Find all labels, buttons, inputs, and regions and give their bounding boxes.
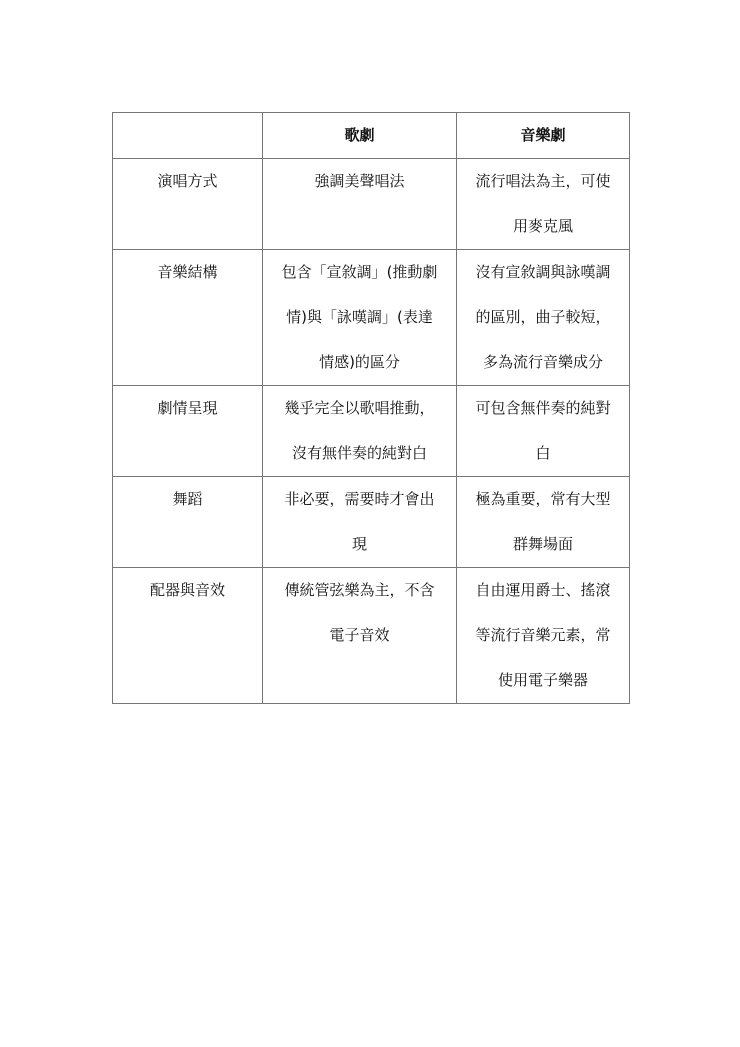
musical-cell [457,477,630,568]
table-row [113,477,630,568]
opera-cell [263,250,457,386]
cell-line: 幾乎完全以歌唱推動， [284,399,435,417]
cell-line: 情)與「詠嘆調」(表達 [286,308,433,326]
cell-line: 用麥克風 [512,217,573,235]
cell-line: 白 [535,444,551,462]
cell-line: 群舞場面 [512,535,573,553]
comparison-table [112,112,630,704]
cell-line: 多為流行音樂成分 [482,353,603,371]
cell-line: 等流行音樂元素，常 [475,626,611,644]
cell-line: 傳統管弦樂為主，不含 [284,581,435,599]
cell-line: 流行唱法為主，可使 [475,172,611,190]
row-label: 配器與音效 [113,568,263,704]
opera-cell [263,477,457,568]
musical-cell [457,159,630,250]
cell-line: 沒有無伴奏的純對白 [291,444,427,462]
table-row [113,159,630,250]
table-header-row [113,113,630,159]
row-label: 音樂結構 [113,250,263,386]
table-row [113,568,630,704]
row-label: 演唱方式 [113,159,263,250]
opera-cell [263,568,457,704]
cell-line: 可包含無伴奏的純對 [475,399,611,417]
cell-line: 現 [351,535,367,553]
musical-cell [457,386,630,477]
header-cell-empty [113,113,263,159]
cell-line: 電子音效 [329,626,390,644]
cell-line: 極為重要，常有大型 [475,490,611,508]
cell-line: 的區別，曲子較短， [475,308,611,326]
opera-cell [263,159,457,250]
cell-line: 強調美聲唱法 [314,172,405,190]
musical-cell [457,568,630,704]
cell-line: 自由運用爵士、搖滾 [475,581,611,599]
cell-line: 非必要，需要時才會出 [284,490,435,508]
header-cell-opera: 歌劇 [263,113,457,159]
table-row [113,386,630,477]
row-label: 舞蹈 [113,477,263,568]
header-cell-musical: 音樂劇 [457,113,630,159]
opera-cell [263,386,457,477]
cell-line: 沒有宣敘調與詠嘆調 [475,263,611,281]
row-label: 劇情呈現 [113,386,263,477]
cell-line: 包含「宣敘調」(推動劇 [281,263,438,281]
cell-line: 使用電子樂器 [497,671,588,689]
cell-line: 情感)的區分 [319,353,400,371]
musical-cell [457,250,630,386]
table-row [113,250,630,386]
